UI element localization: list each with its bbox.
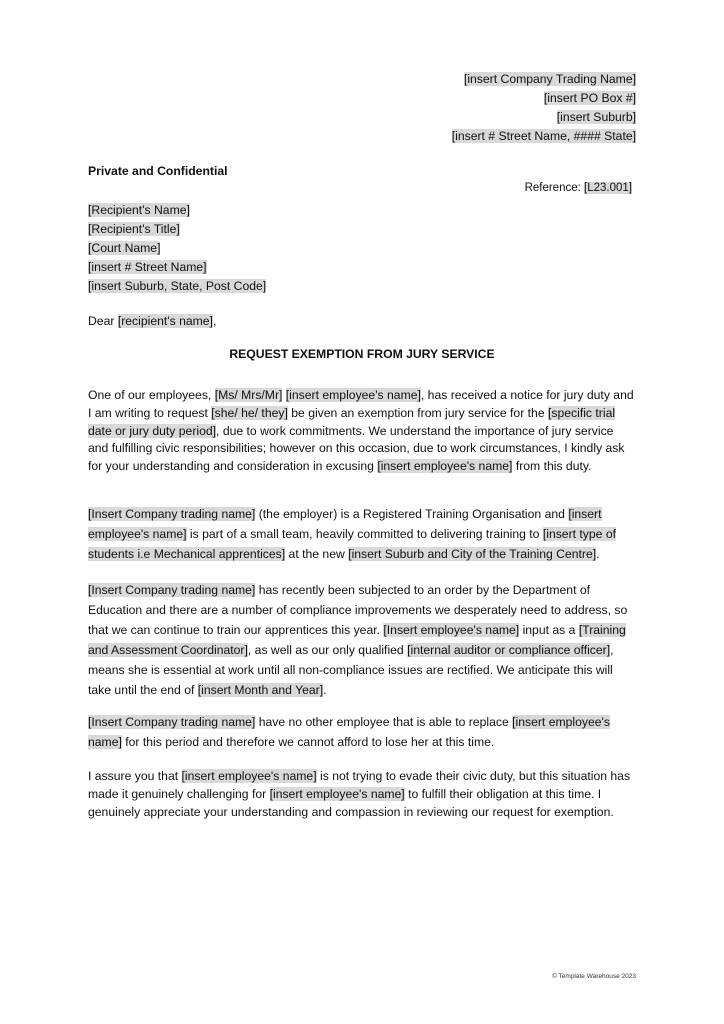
placeholder-employee-name: [insert employee's name] bbox=[285, 388, 421, 402]
placeholder-role: [Training and Assessment Coordinator] bbox=[88, 623, 626, 657]
salutation-name: [recipient's name] bbox=[117, 314, 213, 328]
reference-label: Reference: bbox=[524, 182, 581, 194]
placeholder-month-year: [insert Month and Year] bbox=[197, 683, 324, 697]
placeholder-pronoun: [she/ he/ they] bbox=[211, 405, 288, 420]
placeholder-employee-name: [insert employee's name] bbox=[377, 459, 513, 474]
placeholder-company-name: [Insert Company trading name] bbox=[88, 507, 256, 521]
placeholder-company-name: [Insert Company trading name] bbox=[88, 583, 256, 597]
sender-street: [insert # Street Name, #### State] bbox=[451, 129, 636, 143]
recipient-court: [Court Name] bbox=[88, 241, 161, 255]
confidential-heading: Private and Confidential bbox=[88, 164, 228, 178]
sender-company: [insert Company Trading Name] bbox=[463, 72, 636, 86]
sender-suburb: [insert Suburb] bbox=[556, 110, 636, 124]
recipient-name: [Recipient's Name] bbox=[88, 203, 190, 217]
recipient-address bbox=[88, 201, 266, 296]
recipient-suburb: [insert Suburb, State, Post Code] bbox=[88, 279, 267, 293]
paragraph-1: One of our employees, [Ms/ Mrs/Mr] [insert employee's name], has received a notice for jury duty and I am writing to request [she/ he/ they] be given an exemption from jury service for the [specific trial date or jury duty period], due to work commitments. We understand the importance of jury service and fulfilling civic responsibilities; however on this occasion, due to work circumstances, I kindly ask for your understanding and consideration in excusing [insert employee's name] from this duty. bbox=[88, 388, 634, 474]
salutation-prefix: Dear bbox=[88, 314, 115, 328]
sender-po-box: [insert PO Box #] bbox=[543, 91, 636, 105]
paragraph-3: [Insert Company trading name] has recently been subjected to an order by the Department of Education and there are a number of compliance improvements we desperately need to address, so that we can continue to train our apprentices this year. [Insert employee's name] input as a [Training and Assessment Coordinator], as well as our only qualified [internal auditor or compliance officer], means she is essential at work until all non-compliance issues are rectified. We anticipate this will take until the end of [insert Month and Year]. bbox=[88, 583, 628, 697]
paragraph-5: I assure you that [insert employee's name] is not trying to evade their civic duty, but this situation has made it genuinely challenging for [insert employee's name] to fulfill their obligation at this time. I genuinely appreciate your understanding and compassion in reviewing our request for exemption. bbox=[88, 769, 631, 819]
placeholder-company-name: [Insert Company trading name] bbox=[88, 715, 256, 729]
letter-subject: REQUEST EXEMPTION FROM JURY SERVICE bbox=[229, 347, 495, 361]
placeholder-title: [Ms/ Mrs/Mr] bbox=[214, 388, 283, 402]
placeholder-training-centre: [insert Suburb and City of the Training Centre] bbox=[348, 547, 597, 561]
placeholder-employee-name: [Insert employee's name] bbox=[383, 623, 520, 637]
placeholder-employee-name: [insert employee's name] bbox=[269, 786, 405, 801]
sender-address bbox=[452, 70, 636, 146]
placeholder-employee-name: [insert employee's name] bbox=[181, 769, 317, 783]
salutation bbox=[88, 312, 216, 331]
reference-value: [L23.001] bbox=[584, 182, 632, 194]
recipient-street: [insert # Street Name] bbox=[88, 260, 207, 274]
placeholder-trial-date: [specific trial date or jury duty period] bbox=[88, 405, 616, 438]
placeholder-auditor: [internal auditor or compliance officer] bbox=[407, 643, 611, 657]
placeholder-employee-name: [insert employee's name] bbox=[88, 715, 610, 749]
reference-line bbox=[525, 182, 632, 194]
paragraph-2: [Insert Company trading name] (the employer) is a Registered Training Organisation and [insert employee's name] is part of a small team, heavily committed to delivering training to [insert type of students i.e Mechanical apprentices] at the new [insert Suburb and City of the Training Centre]. bbox=[88, 507, 617, 561]
footer-copyright: © Template Warehouse 2023 bbox=[552, 973, 636, 980]
recipient-title: [Recipient's Title] bbox=[88, 222, 180, 236]
placeholder-employee-name: [insert employee's name] bbox=[88, 507, 602, 541]
paragraph-4: [Insert Company trading name] have no other employee that is able to replace [insert employee's name] for this period and therefore we cannot afford to lose her at this time. bbox=[88, 715, 610, 749]
placeholder-student-type: [insert type of students i.e Mechanical apprentices] bbox=[88, 527, 617, 561]
salutation-comma: , bbox=[212, 314, 217, 328]
